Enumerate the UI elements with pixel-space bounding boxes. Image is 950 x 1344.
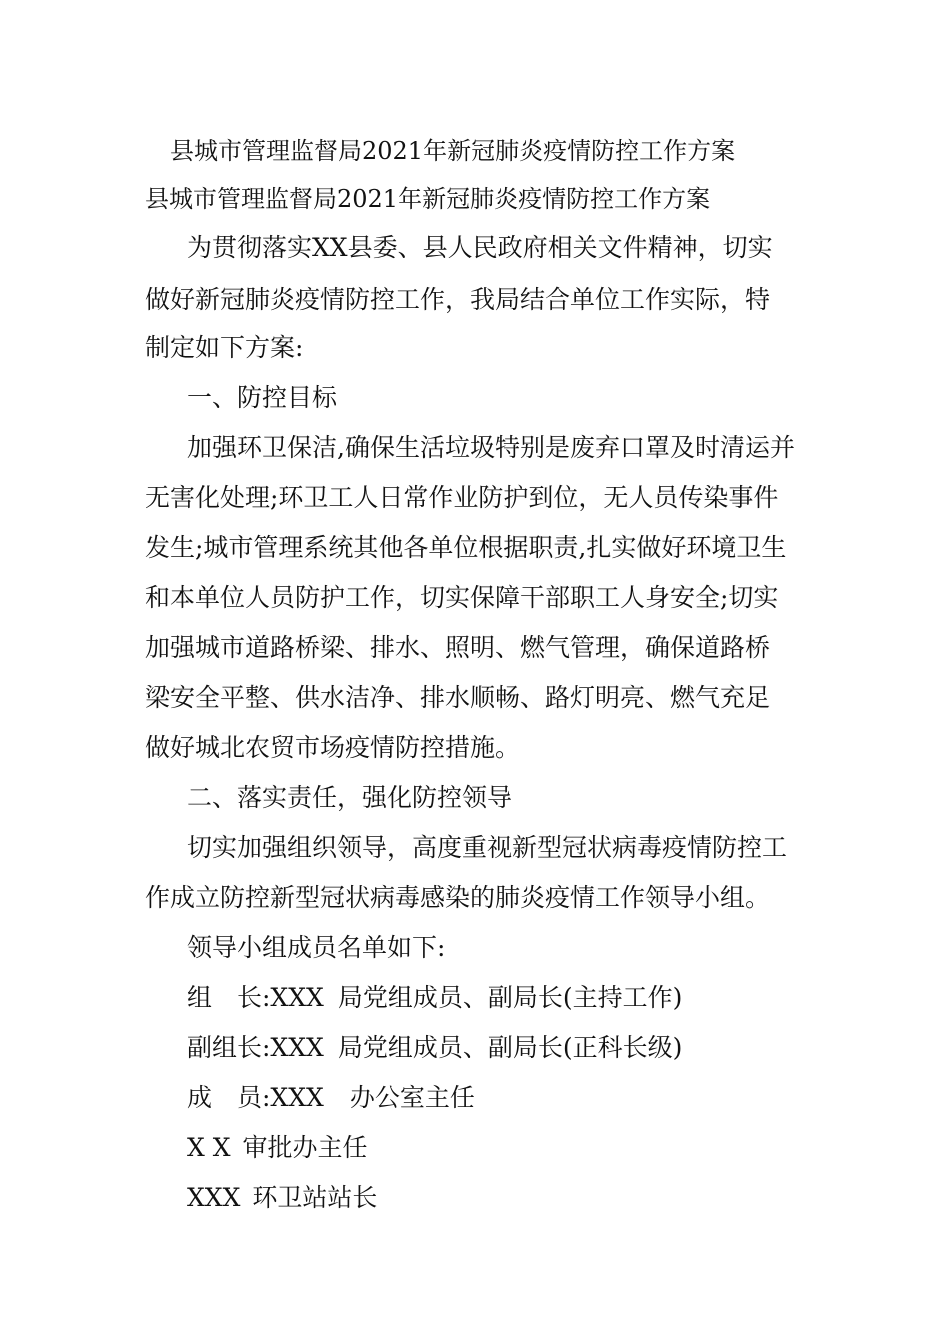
section1-line-7: 做好城北农贸市场疫情防控措施。 — [145, 733, 521, 762]
members-heading: 领导小组成员名单如下: — [187, 933, 446, 962]
member-row — [187, 1180, 377, 1216]
section1-line-2: 无害化处理;环卫工人日常作业防护到位，无人员传染事件 — [145, 483, 779, 512]
section1-heading: 一、防控目标 — [187, 383, 338, 412]
member-role: XXX — [187, 1183, 241, 1212]
section1-line-5: 加强城市道路桥梁、排水、照明、燃气管理，确保道路桥 — [145, 633, 771, 662]
section1-line-6: 梁安全平整、供水洁净、排水顺畅、路灯明亮、燃气充足 — [145, 683, 771, 712]
member-desc: 局党组成员、副局长(正科长级) — [337, 1033, 683, 1062]
document-title-line1: 县城市管理监督局2021年新冠肺炎疫情防控工作方案 — [170, 137, 736, 165]
member-role: 副组长:XXX — [187, 1033, 324, 1062]
member-role: X X — [187, 1133, 231, 1162]
member-row — [187, 1030, 682, 1066]
document-title-line2: 县城市管理监督局2021年新冠肺炎疫情防控工作方案 — [145, 185, 711, 213]
member-row — [187, 1130, 368, 1166]
intro-line-2: 做好新冠肺炎疫情防控工作，我局结合单位工作实际，特 — [145, 285, 771, 314]
section1-line-4: 和本单位人员防护工作，切实保障干部职工人身安全;切实 — [145, 583, 779, 612]
member-desc: 局党组成员、副局长(主持工作) — [337, 983, 683, 1012]
member-desc: 环卫站站长 — [252, 1183, 378, 1212]
member-row — [187, 1080, 475, 1116]
section2-heading: 二、落实责任，强化防控领导 — [187, 783, 513, 812]
intro-line-3: 制定如下方案: — [145, 333, 304, 362]
section2-line-2: 作成立防控新型冠状病毒感染的肺炎疫情工作领导小组。 — [145, 883, 771, 912]
section1-line-1: 加强环卫保洁,确保生活垃圾特别是废弃口罩及时清运并 — [187, 433, 795, 462]
member-role: 成 员:XXX — [187, 1083, 324, 1112]
member-row — [187, 980, 682, 1016]
member-role: 组 长:XXX — [187, 983, 324, 1012]
section2-line-1: 切实加强组织领导，高度重视新型冠状病毒疫情防控工 — [187, 833, 788, 862]
member-desc: 办公室主任 — [349, 1083, 475, 1112]
intro-line-1: 为贯彻落实XX县委、县人民政府相关文件精神，切实 — [187, 233, 773, 262]
section1-line-3: 发生;城市管理系统其他各单位根据职责,扎实做好环境卫生 — [145, 533, 787, 562]
member-desc: 审批办主任 — [242, 1133, 368, 1162]
